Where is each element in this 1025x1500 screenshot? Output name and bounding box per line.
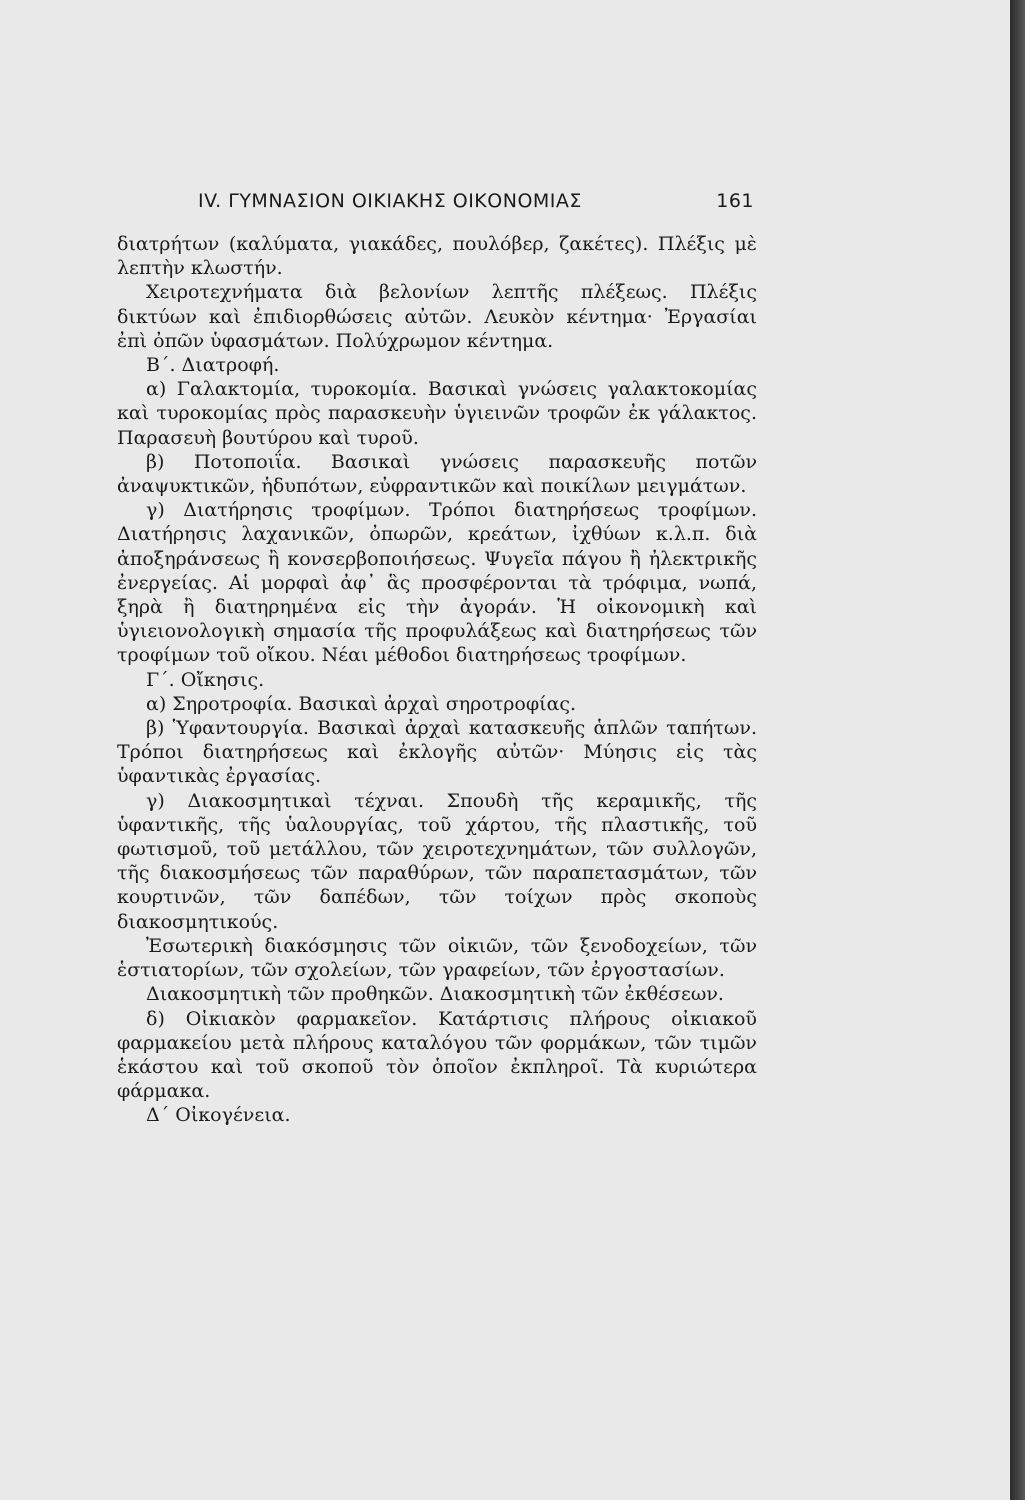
- paragraph: γ) Διατήρησις τροφίμων. Τρόποι διατηρήσεως τροφίμων. Διατήρησις λαχανικῶν, ὀπωρῶν, κρεάτων, ἰχθύων κ.λ.π. διὰ ἀποξηράνσεως ἢ κονσερβοποιήσεως. Ψυγεῖα πάγου ἢ ἠλεκτρικῆς ἐνεργείας. Αἱ μορφαὶ ἀφ᾽ ἃς προσφέρονται τὰ τρόφιμα, νωπά, ξηρὰ ἢ διατηρημένα εἰς τὴν ἀγοράν. Ἡ οἰκονομικὴ καὶ ὑγιειονολογικὴ σημασία τῆς προφυλάξεως καὶ διατηρήσεως τῶν τροφίμων τοῦ οἴκου. Νέαι μέθοδοι διατηρήσεως τροφίμων.: [117, 499, 757, 667]
- page-number: 161: [716, 190, 754, 212]
- body-text: [117, 232, 757, 1128]
- section-heading: Β΄. Διατροφή.: [146, 354, 280, 377]
- paragraph: Χειροτεχνήματα διὰ βελονίων λεπτῆς πλέξεως. Πλέξις δικτύων καὶ ἐπιδιορθώσεις αὐτῶν. Λευκὸν κέντημα· Ἐργασίαι ἐπὶ ὀπῶν ὑφασμάτων. Πολύχρωμον κέντημα.: [117, 281, 757, 352]
- paragraph: α) Γαλακτομία, τυροκομία. Βασικαὶ γνώσεις γαλακτοκομίας καὶ τυροκομίας πρὸς παρασκευὴν ὑγιεινῶν τροφῶν ἐκ γάλακτος. Παρασευὴ βουτύρου καὶ τυροῦ.: [117, 378, 757, 449]
- paragraph: γ) Διακοσμητικαὶ τέχναι. Σπουδὴ τῆς κεραμικῆς, τῆς ὑφαντικῆς, τῆς ὑαλουργίας, τοῦ χάρτου, τῆς πλαστικῆς, τοῦ φωτισμοῦ, τοῦ μετάλλου, τῶν χειροτεχνημάτων, τῶν συλλογῶν, τῆς διακοσμήσεως τῶν παραθύρων, τῶν παραπετασμάτων, τῶν κουρτινῶν, τῶν δαπέδων, τῶν τοίχων πρὸς σκοποὺς διακοσμητικούς.: [117, 789, 757, 933]
- paragraph: α) Σηροτροφία. Βασικαὶ ἀρχαὶ σηροτροφίας.: [146, 692, 577, 715]
- paragraph: β) Ὑφαντουργία. Βασικαὶ ἀρχαὶ κατασκευῆς ἁπλῶν ταπήτων. Τρόποι διατηρήσεως καὶ ἐκλογῆς αὐτῶν· Μύησις εἰς τὰς ὑφαντικὰς ἐργασίας.: [117, 717, 757, 788]
- page-edge-shadow: [1010, 0, 1025, 1500]
- section-heading: Γ΄. Οἴκησις.: [146, 668, 265, 691]
- section-heading: Δ΄ Οἰκογένεια.: [146, 1104, 291, 1127]
- paragraph: Ἐσωτερικὴ διακόσμησις τῶν οἰκιῶν, τῶν ξενοδοχείων, τῶν ἑστιατορίων, τῶν σχολείων, τῶν γραφείων, τῶν ἐργοστασίων.: [117, 934, 757, 982]
- paragraph: β) Ποτοποιΐα. Βασικαὶ γνώσεις παρασκευῆς ποτῶν ἀναψυκτικῶν, ἡδυπότων, εὐφραντικῶν καὶ ποικίλων μειγμάτων.: [117, 450, 757, 498]
- paragraph: διατρήτων (καλύματα, γιακάδες, πουλόβερ, ζακέτες). Πλέξις μὲ λεπτὴν κλωστήν.: [117, 233, 757, 280]
- paragraph: Διακοσμητικὴ τῶν προθηκῶν. Διακοσμητικὴ τῶν ἐκθέσεων.: [146, 983, 724, 1006]
- running-header: [198, 190, 754, 212]
- header-title: IV. ΓΥΜΝΑΣΙΟΝ ΟΙΚΙΑΚΗΣ ΟΙΚΟΝΟΜΙΑΣ: [198, 190, 582, 212]
- paragraph: δ) Οἰκιακὸν φαρμακεῖον. Κατάρτισις πλήρους οἰκιακοῦ φαρμακείου μετὰ πλήρους καταλόγου τῶν φορμάκων, τῶν τιμῶν ἑκάστου καὶ τοῦ σκοποῦ τὸν ὁποῖον ἐκπληροῖ. Τὰ κυριώτερα φάρμακα.: [117, 1007, 757, 1103]
